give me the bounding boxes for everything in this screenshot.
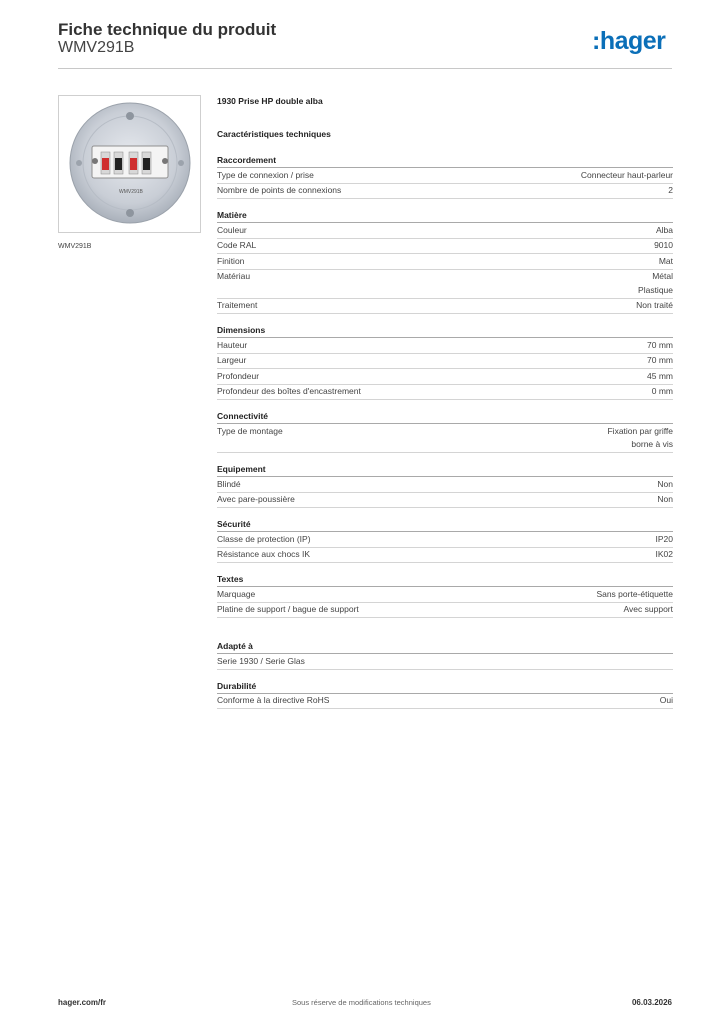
spec-section [217, 209, 673, 314]
spec-label: Profondeur [217, 370, 260, 381]
socket-illustration [59, 96, 200, 232]
spec-value: Oui [659, 695, 673, 705]
spec-label: Nombre de points de connexions [217, 185, 342, 195]
section-title: Durabilité [217, 680, 673, 694]
spec-label: Classe de protection (IP) [217, 533, 311, 544]
spec-value: IK02 [655, 549, 673, 559]
spec-section [217, 640, 673, 670]
spec-row [217, 254, 673, 270]
spec-value: Alba [655, 224, 673, 235]
spec-value: Mat [658, 255, 673, 266]
spec-label: Hauteur [217, 339, 248, 350]
product-name: 1930 Prise HP double alba [217, 96, 323, 106]
hager-logo [592, 26, 676, 56]
spec-label: Avec pare-poussière [217, 494, 295, 504]
spec-value: IP20 [655, 533, 673, 544]
section-title: Dimensions [217, 324, 673, 338]
section-title: Adapté à [217, 640, 673, 654]
spec-label: Code RAL [217, 240, 257, 250]
spec-label: Serie 1930 / Serie Glas [217, 655, 305, 666]
spec-row [217, 424, 673, 453]
spec-value: Connecteur haut-parleur [580, 169, 673, 180]
spec-label: Couleur [217, 224, 247, 235]
spec-section [217, 463, 673, 508]
spec-heading: Caractéristiques techniques [217, 129, 331, 139]
spec-row [217, 654, 673, 670]
spec-label: Platine de support / bague de support [217, 604, 359, 614]
spec-label: Matériau [217, 271, 251, 281]
page-title: Fiche technique du produit [58, 20, 277, 39]
spec-sections [217, 154, 673, 709]
spec-label: Marquage [217, 588, 256, 599]
spec-value: 70 mm [647, 339, 673, 350]
section-title: Raccordement [217, 154, 673, 168]
spec-label: Traitement [217, 300, 258, 310]
header-divider [58, 68, 672, 69]
spec-label: Finition [217, 255, 245, 266]
spec-value: 2 [668, 185, 673, 195]
section-title: Matière [217, 209, 673, 223]
spec-row [217, 532, 673, 548]
section-title: Connectivité [217, 410, 673, 424]
spec-label: Largeur [217, 355, 247, 365]
spec-section [217, 324, 673, 400]
spec-value: 70 mm [647, 355, 673, 365]
spec-row [217, 239, 673, 255]
product-image [58, 95, 201, 233]
spec-value: 9010 [654, 240, 673, 250]
spec-row [217, 477, 673, 493]
spec-label: Type de montage [217, 425, 283, 436]
spec-row [217, 548, 673, 564]
spec-label: Blindé [217, 478, 241, 489]
spec-row [217, 385, 673, 401]
spec-value: 45 mm [647, 370, 673, 381]
footer-disclaimer: Sous réserve de modifications techniques [292, 998, 431, 1007]
product-reference: WMV291B [58, 39, 135, 56]
spec-row [217, 184, 673, 200]
footer-date: 06.03.2026 [631, 998, 672, 1007]
spec-row [217, 168, 673, 184]
spec-label: Conforme à la directive RoHS [217, 695, 330, 705]
spec-section [217, 518, 673, 563]
spec-label: Résistance aux chocs IK [217, 549, 311, 559]
footer-website[interactable]: hager.com/fr [58, 998, 107, 1007]
spec-value: Non [657, 478, 673, 489]
spec-section [217, 573, 673, 618]
spec-value: Sans porte-étiquette [596, 588, 673, 599]
section-title: Textes [217, 573, 673, 587]
spec-row [217, 694, 673, 710]
spec-row [217, 587, 673, 603]
section-title: Equipement [217, 463, 673, 477]
logo-text: :hager [592, 27, 666, 55]
spec-row [217, 369, 673, 385]
spec-value: Fixation par griffe borne à vis [607, 425, 673, 449]
image-caption: WMV291B [58, 243, 92, 250]
spec-value: Non [657, 494, 673, 504]
spec-value: Non traité [636, 300, 673, 310]
spec-section [217, 410, 673, 453]
spec-content [217, 94, 673, 709]
spec-value: Métal Plastique [638, 271, 673, 295]
spec-row [217, 338, 673, 354]
spec-row [217, 354, 673, 370]
spec-row [217, 223, 673, 239]
spec-section [217, 154, 673, 199]
spec-section [217, 680, 673, 710]
spec-label: Profondeur des boîtes d'encastrement [217, 386, 361, 396]
socket-label: WMV291B [119, 189, 143, 195]
spec-row [217, 270, 673, 299]
spec-value: 0 mm [651, 386, 673, 396]
section-title: Sécurité [217, 518, 673, 532]
spec-label: Type de connexion / prise [217, 169, 314, 180]
spec-row [217, 493, 673, 509]
spec-row [217, 299, 673, 315]
spec-row [217, 603, 673, 619]
spec-value: Avec support [623, 604, 673, 614]
